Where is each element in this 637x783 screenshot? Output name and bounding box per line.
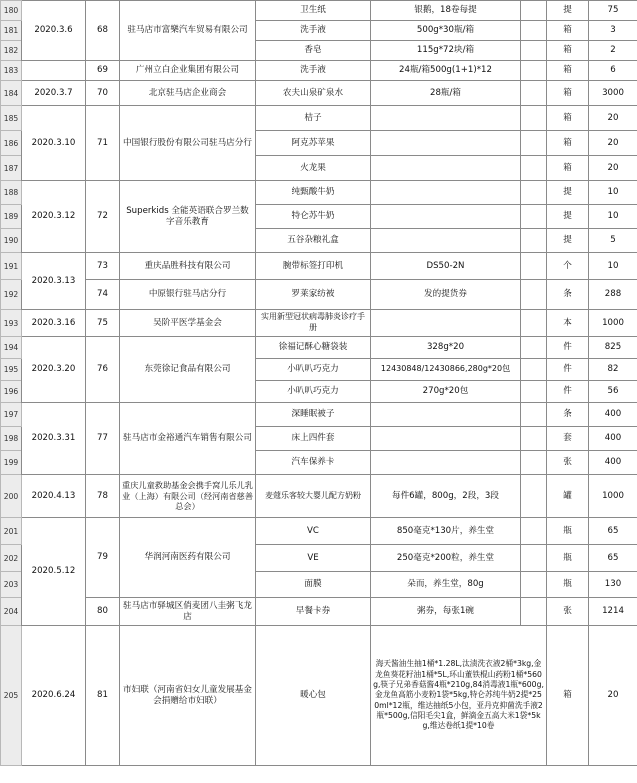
date-cell: 2020.3.20 bbox=[22, 337, 86, 403]
spec-cell: DS50-2N bbox=[371, 253, 521, 280]
spec-cell bbox=[371, 403, 521, 427]
item-cell: 阿克苏苹果 bbox=[256, 131, 371, 156]
table-row bbox=[1, 518, 637, 545]
unit-cell: 罐 bbox=[547, 475, 589, 518]
item-cell: 特仑苏牛奶 bbox=[256, 205, 371, 229]
spec-cell: 270g*20包 bbox=[371, 381, 521, 403]
row-number[interactable]: 195 bbox=[1, 359, 22, 381]
spec-cell: 28瓶/箱 bbox=[371, 81, 521, 106]
unit-cell: 瓶 bbox=[547, 518, 589, 545]
row-number[interactable]: 186 bbox=[1, 131, 22, 156]
empty-cell bbox=[521, 359, 547, 381]
spec-cell: 海天酱油生抽1桶*1.28L,汰渍洗衣液2桶*3kg,金龙鱼葵花籽油1桶*5L,环山董铁棍山药粉1桶*560g,筷子兄弟香菇酱4瓶*210g,84消毒液1瓶*600g,金龙鱼高筋小麦粉1袋*5kg,特仑苏纯牛奶2提*250ml*12瓶，维达抽纸5小包，亚丹克抑菌洗手液2瓶*500g,信阳毛尖1盒，鲜滴金五高大米1袋*5kg,维达卷纸1提*10卷 bbox=[371, 626, 547, 766]
unit-cell: 箱 bbox=[547, 626, 589, 766]
quantity-cell: 2 bbox=[589, 41, 637, 61]
row-number[interactable]: 202 bbox=[1, 545, 22, 572]
item-cell: 罗莱家纺被 bbox=[256, 280, 371, 310]
empty-cell bbox=[521, 280, 547, 310]
empty-cell bbox=[521, 1, 547, 21]
spec-cell bbox=[371, 451, 521, 475]
item-cell: 小叭叭巧克力 bbox=[256, 381, 371, 403]
spec-cell bbox=[371, 427, 521, 451]
quantity-cell: 75 bbox=[589, 1, 637, 21]
serial-cell: 71 bbox=[86, 106, 120, 181]
donor-cell: 广州立白企业集团有限公司 bbox=[120, 61, 256, 81]
empty-cell bbox=[521, 181, 547, 205]
date-cell: 2020.5.12 bbox=[22, 518, 86, 626]
serial-cell: 68 bbox=[86, 1, 120, 61]
date-cell: 2020.4.13 bbox=[22, 475, 86, 518]
unit-cell: 条 bbox=[547, 403, 589, 427]
date-cell: 2020.3.6 bbox=[22, 1, 86, 61]
donor-cell: 重庆儿童救助基金会携手窝儿乐儿乳业（上海）有限公司（经河南省慈善总会） bbox=[120, 475, 256, 518]
empty-cell bbox=[521, 61, 547, 81]
row-number[interactable]: 182 bbox=[1, 41, 22, 61]
row-number[interactable]: 196 bbox=[1, 381, 22, 403]
serial-cell: 80 bbox=[86, 598, 120, 626]
spec-cell bbox=[371, 181, 521, 205]
spec-cell bbox=[371, 205, 521, 229]
spec-cell: 银鹅，18卷每提 bbox=[371, 1, 521, 21]
spec-cell: 24瓶/箱500g(1+1)*12 bbox=[371, 61, 521, 81]
unit-cell: 张 bbox=[547, 598, 589, 626]
table-row bbox=[1, 181, 637, 205]
unit-cell: 箱 bbox=[547, 131, 589, 156]
table-row bbox=[1, 403, 637, 427]
empty-cell bbox=[521, 545, 547, 572]
donor-cell: 华润河南医药有限公司 bbox=[120, 518, 256, 598]
unit-cell: 件 bbox=[547, 359, 589, 381]
item-cell: 五谷杂粮礼盒 bbox=[256, 229, 371, 253]
unit-cell: 箱 bbox=[547, 81, 589, 106]
quantity-cell: 400 bbox=[589, 427, 637, 451]
row-number[interactable]: 185 bbox=[1, 106, 22, 131]
quantity-cell: 10 bbox=[589, 253, 637, 280]
item-cell: 床上四件套 bbox=[256, 427, 371, 451]
table-row bbox=[1, 626, 637, 766]
item-cell: 面膜 bbox=[256, 572, 371, 598]
quantity-cell: 10 bbox=[589, 205, 637, 229]
unit-cell: 箱 bbox=[547, 41, 589, 61]
row-number[interactable]: 188 bbox=[1, 181, 22, 205]
quantity-cell: 65 bbox=[589, 545, 637, 572]
row-number[interactable]: 197 bbox=[1, 403, 22, 427]
unit-cell: 瓶 bbox=[547, 572, 589, 598]
unit-cell: 箱 bbox=[547, 156, 589, 181]
unit-cell: 提 bbox=[547, 181, 589, 205]
row-number[interactable]: 189 bbox=[1, 205, 22, 229]
donor-cell: 驻马店市金裕通汽车销售有限公司 bbox=[120, 403, 256, 475]
row-number[interactable]: 205 bbox=[1, 626, 22, 766]
spec-cell bbox=[371, 106, 521, 131]
item-cell: 麦蔻乐客较大婴儿配方奶粉 bbox=[256, 475, 371, 518]
donor-cell: 中原银行驻马店分行 bbox=[120, 280, 256, 310]
date-cell: 2020.3.12 bbox=[22, 181, 86, 253]
serial-cell: 77 bbox=[86, 403, 120, 475]
item-cell: 桔子 bbox=[256, 106, 371, 131]
unit-cell: 个 bbox=[547, 253, 589, 280]
spec-cell: 粥券，每张1碗 bbox=[371, 598, 521, 626]
quantity-cell: 288 bbox=[589, 280, 637, 310]
quantity-cell: 400 bbox=[589, 451, 637, 475]
quantity-cell: 1000 bbox=[589, 310, 637, 337]
item-cell: 汽车保养卡 bbox=[256, 451, 371, 475]
serial-cell: 72 bbox=[86, 181, 120, 253]
table-row bbox=[1, 475, 637, 518]
date-cell: 2020.3.7 bbox=[22, 81, 86, 106]
row-number[interactable]: 180 bbox=[1, 1, 22, 21]
empty-cell bbox=[521, 131, 547, 156]
spec-cell bbox=[371, 131, 521, 156]
spec-cell: 500g*30瓶/箱 bbox=[371, 21, 521, 41]
item-cell: 实用新型冠状病毒肺炎诊疗手册 bbox=[256, 310, 371, 337]
date-cell: 2020.3.10 bbox=[22, 106, 86, 181]
empty-cell bbox=[521, 81, 547, 106]
table-row bbox=[1, 1, 637, 21]
unit-cell: 瓶 bbox=[547, 545, 589, 572]
spec-cell bbox=[371, 156, 521, 181]
quantity-cell: 1214 bbox=[589, 598, 637, 626]
unit-cell: 条 bbox=[547, 280, 589, 310]
serial-cell: 70 bbox=[86, 81, 120, 106]
quantity-cell: 20 bbox=[589, 131, 637, 156]
row-number[interactable]: 190 bbox=[1, 229, 22, 253]
item-cell: 卫生纸 bbox=[256, 1, 371, 21]
donor-cell: 东莞徐记食品有限公司 bbox=[120, 337, 256, 403]
row-number[interactable]: 181 bbox=[1, 21, 22, 41]
date-cell: 2020.3.13 bbox=[22, 253, 86, 310]
unit-cell: 箱 bbox=[547, 21, 589, 41]
quantity-cell: 20 bbox=[589, 156, 637, 181]
row-number[interactable]: 184 bbox=[1, 81, 22, 106]
row-number[interactable]: 193 bbox=[1, 310, 22, 337]
spec-cell: 朵而，养生堂，80g bbox=[371, 572, 521, 598]
spec-cell bbox=[371, 310, 521, 337]
row-number[interactable]: 183 bbox=[1, 61, 22, 81]
date-cell: 2020.3.16 bbox=[22, 310, 86, 337]
row-number[interactable]: 199 bbox=[1, 451, 22, 475]
empty-cell bbox=[521, 41, 547, 61]
item-cell: 洗手液 bbox=[256, 61, 371, 81]
unit-cell: 套 bbox=[547, 427, 589, 451]
unit-cell: 提 bbox=[547, 205, 589, 229]
empty-cell bbox=[521, 21, 547, 41]
empty-cell bbox=[521, 229, 547, 253]
row-number[interactable]: 201 bbox=[1, 518, 22, 545]
item-cell: 早餐卡券 bbox=[256, 598, 371, 626]
spec-cell: 115g*72块/箱 bbox=[371, 41, 521, 61]
serial-cell: 69 bbox=[86, 61, 120, 81]
donor-cell: 驻马店市富樂汽车贸易有限公司 bbox=[120, 1, 256, 61]
serial-cell: 79 bbox=[86, 518, 120, 598]
spec-cell bbox=[371, 229, 521, 253]
date-cell bbox=[22, 61, 86, 81]
unit-cell: 件 bbox=[547, 381, 589, 403]
unit-cell: 提 bbox=[547, 1, 589, 21]
table-row bbox=[1, 598, 637, 626]
spec-cell: 850毫克*130片，养生堂 bbox=[371, 518, 521, 545]
empty-cell bbox=[521, 451, 547, 475]
quantity-cell: 1000 bbox=[589, 475, 637, 518]
donor-cell: 北京驻马店企业商会 bbox=[120, 81, 256, 106]
empty-cell bbox=[521, 253, 547, 280]
row-number[interactable]: 192 bbox=[1, 280, 22, 310]
donor-cell: 驻马店市驿城区俏麦团八圭粥飞龙店 bbox=[120, 598, 256, 626]
spec-cell: 12430848/12430866,280g*20包 bbox=[371, 359, 521, 381]
empty-cell bbox=[521, 427, 547, 451]
empty-cell bbox=[521, 337, 547, 359]
unit-cell: 张 bbox=[547, 451, 589, 475]
item-cell: 农夫山泉矿泉水 bbox=[256, 81, 371, 106]
table-row bbox=[1, 253, 637, 280]
empty-cell bbox=[521, 518, 547, 545]
quantity-cell: 56 bbox=[589, 381, 637, 403]
row-number[interactable]: 203 bbox=[1, 572, 22, 598]
row-number[interactable]: 198 bbox=[1, 427, 22, 451]
serial-cell: 78 bbox=[86, 475, 120, 518]
table-row bbox=[1, 280, 637, 310]
table-row bbox=[1, 106, 637, 131]
empty-cell bbox=[521, 205, 547, 229]
empty-cell bbox=[521, 381, 547, 403]
table-row bbox=[1, 310, 637, 337]
quantity-cell: 20 bbox=[589, 106, 637, 131]
unit-cell: 提 bbox=[547, 229, 589, 253]
table-row bbox=[1, 337, 637, 359]
quantity-cell: 825 bbox=[589, 337, 637, 359]
serial-cell: 75 bbox=[86, 310, 120, 337]
quantity-cell: 82 bbox=[589, 359, 637, 381]
empty-cell bbox=[521, 156, 547, 181]
quantity-cell: 10 bbox=[589, 181, 637, 205]
donor-cell: 重庆品胜科技有限公司 bbox=[120, 253, 256, 280]
spec-cell: 328g*20 bbox=[371, 337, 521, 359]
empty-cell bbox=[521, 475, 547, 518]
item-cell: 小叭叭巧克力 bbox=[256, 359, 371, 381]
serial-cell: 73 bbox=[86, 253, 120, 280]
table-row bbox=[1, 61, 637, 81]
quantity-cell: 3000 bbox=[589, 81, 637, 106]
empty-cell bbox=[521, 572, 547, 598]
table-row bbox=[1, 81, 637, 106]
quantity-cell: 3 bbox=[589, 21, 637, 41]
unit-cell: 箱 bbox=[547, 106, 589, 131]
spec-cell: 250毫克*200粒，养生堂 bbox=[371, 545, 521, 572]
serial-cell: 76 bbox=[86, 337, 120, 403]
item-cell: 洗手液 bbox=[256, 21, 371, 41]
unit-cell: 件 bbox=[547, 337, 589, 359]
donor-cell: 市妇联（河南省妇女儿童发展基金会捐赠给市妇联） bbox=[120, 626, 256, 766]
item-cell: 香皂 bbox=[256, 41, 371, 61]
serial-cell: 74 bbox=[86, 280, 120, 310]
quantity-cell: 130 bbox=[589, 572, 637, 598]
item-cell: 火龙果 bbox=[256, 156, 371, 181]
spec-cell: 每件6罐，800g，2段，3段 bbox=[371, 475, 521, 518]
spec-cell: 发的提货券 bbox=[371, 280, 521, 310]
donor-cell: Superkids 全能英语联合罗兰数字音乐教育 bbox=[120, 181, 256, 253]
donor-cell: 中国银行股份有限公司驻马店分行 bbox=[120, 106, 256, 181]
empty-cell bbox=[521, 106, 547, 131]
item-cell: 暖心包 bbox=[256, 626, 371, 766]
quantity-cell: 65 bbox=[589, 518, 637, 545]
date-cell: 2020.3.31 bbox=[22, 403, 86, 475]
row-number[interactable]: 187 bbox=[1, 156, 22, 181]
quantity-cell: 6 bbox=[589, 61, 637, 81]
row-number[interactable]: 194 bbox=[1, 337, 22, 359]
empty-cell bbox=[521, 598, 547, 626]
unit-cell: 本 bbox=[547, 310, 589, 337]
quantity-cell: 20 bbox=[589, 626, 637, 766]
serial-cell: 81 bbox=[86, 626, 120, 766]
item-cell: 深睡眠被子 bbox=[256, 403, 371, 427]
quantity-cell: 5 bbox=[589, 229, 637, 253]
item-cell: 腕带标签打印机 bbox=[256, 253, 371, 280]
date-cell: 2020.6.24 bbox=[22, 626, 86, 766]
quantity-cell: 400 bbox=[589, 403, 637, 427]
item-cell: VC bbox=[256, 518, 371, 545]
empty-cell bbox=[521, 403, 547, 427]
empty-cell bbox=[521, 310, 547, 337]
item-cell: 徐福记酥心糖袋装 bbox=[256, 337, 371, 359]
row-number[interactable]: 200 bbox=[1, 475, 22, 518]
item-cell: VE bbox=[256, 545, 371, 572]
row-number[interactable]: 204 bbox=[1, 598, 22, 626]
unit-cell: 箱 bbox=[547, 61, 589, 81]
item-cell: 纯甄酸牛奶 bbox=[256, 181, 371, 205]
donor-cell: 吴阶平医学基金会 bbox=[120, 310, 256, 337]
row-number[interactable]: 191 bbox=[1, 253, 22, 280]
